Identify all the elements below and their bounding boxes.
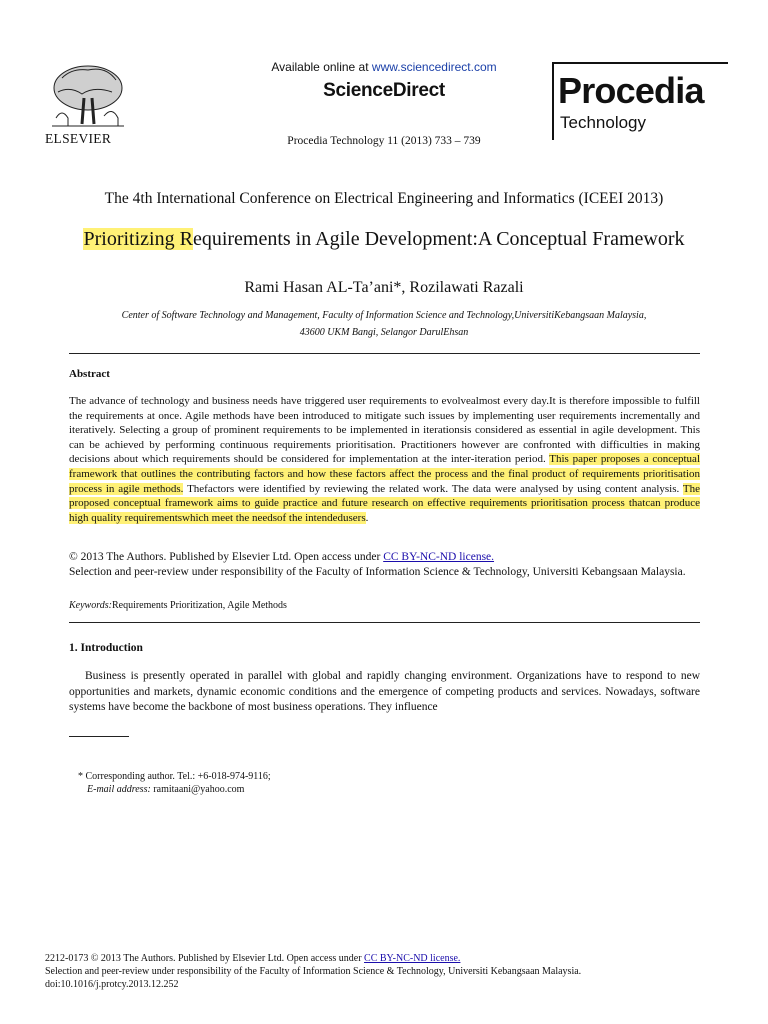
conference-name: The 4th International Conference on Electrical Engineering and Informatics (ICEEI 2013)	[104, 190, 664, 207]
copyright-text: © 2013 The Authors. Published by Elsevier Ltd. Open access under	[69, 551, 384, 563]
abstract-part-2: Thefactors were identified by reviewing the related work. The data were analysed by using content analysis.	[183, 482, 683, 495]
journal-subtitle: Technology	[560, 113, 647, 132]
title-rest: equirements in Agile Development:A Conceptual Framework	[192, 228, 685, 250]
footnote-divider	[69, 736, 129, 737]
abstract-highlight-2: The proposed conceptual framework aims to guide practice and future research on effective requirements prioritisation process thatcan produce high quality requirementswhich meet the needsof the intendedusers	[69, 482, 700, 524]
author-list: Rami Hasan AL-Ta’ani*, Rozilawati Razali	[244, 279, 524, 296]
availability-prefix: Available online at	[271, 60, 372, 74]
paper-title	[64, 227, 704, 251]
page-footer	[45, 952, 745, 991]
abstract-part-1: The advance of technology and business needs have triggered user requirements to evolvealmost every day.It is therefore impossible to fulfill the requirements at once. Agile methods have been introduced to mitigate such issues by implementing user requirements incrementally and iteratively. Selecting a group of prominent requirements to be implemented in iterationsis considered as essential in agile development. This can be achieved by performing continuous requirements prioritisation. Practitioners however are confronted with difficulties in making decisions about which requirements should be considered for implementation at the inter-iteration period.	[69, 395, 700, 466]
peer-review-statement: Selection and peer-review under responsibility of the Faculty of Information Science & Technology, Universiti Kebangsaan Malaysia.	[69, 566, 686, 578]
affiliation-line-1: Center of Software Technology and Management, Faculty of Information Science and Technology,UniversitiKebangsaan Malaysia,	[121, 310, 647, 321]
corresponding-author-note: * Corresponding author. Tel.: +6-018-974-9116;	[78, 771, 271, 782]
abstract-body	[69, 394, 700, 525]
footer-doi: doi:10.1016/j.protcy.2013.12.252	[45, 979, 179, 990]
sciencedirect-wordmark: ScienceDirect	[323, 80, 445, 101]
abstract-heading: Abstract	[69, 368, 110, 380]
affiliation	[104, 307, 664, 341]
copyright-line	[69, 550, 709, 565]
divider-top	[69, 353, 700, 354]
sciencedirect-url[interactable]: www.sciencedirect.com	[371, 60, 497, 74]
divider-middle	[69, 622, 700, 623]
license-link[interactable]: CC BY-NC-ND license.	[383, 551, 495, 563]
keywords	[69, 600, 287, 611]
footer-issn: 2212-0173 © 2013 The Authors. Published by Elsevier Ltd. Open access under	[45, 953, 365, 964]
affiliation-line-2: 43600 UKM Bangi, Selangor DarulEhsan	[299, 327, 469, 338]
email-note	[87, 784, 244, 795]
keywords-label: Keywords:	[69, 600, 112, 611]
introduction-paragraph: Business is presently operated in parallel with global and rapidly changing environment. Organizations have to respond to new opportunities and markets, dynamic economic conditions and the emergence of competing products and services. Nowadays, software systems have become the backbone of most business operations. They influence	[69, 670, 700, 713]
email-label: E-mail address:	[87, 784, 151, 795]
email-value: ramitaani@yahoo.com	[150, 784, 245, 795]
title-highlight: Prioritizing R	[83, 228, 193, 250]
publisher-wordmark: ELSEVIER	[45, 131, 112, 146]
footer-line-2: Selection and peer-review under responsibility of the Faculty of Information Science & Technology, Universiti Kebangsaan Malaysia.	[45, 966, 582, 977]
footer-license-link[interactable]: CC BY-NC-ND license.	[364, 953, 461, 964]
abstract-highlight-1: This paper proposes a conceptual framework that outlines the contributing factors and how these factors affect the process and the final product of requirements prioritisation process in agile methods.	[69, 453, 700, 495]
keywords-value: Requirements Prioritization, Agile Methods	[111, 600, 287, 611]
footer-line-1	[45, 952, 745, 965]
section-heading-introduction: 1. Introduction	[69, 642, 143, 654]
journal-name: Procedia	[558, 70, 704, 111]
journal-reference: Procedia Technology 11 (2013) 733 – 739	[287, 135, 481, 147]
abstract-end: .	[365, 511, 369, 524]
